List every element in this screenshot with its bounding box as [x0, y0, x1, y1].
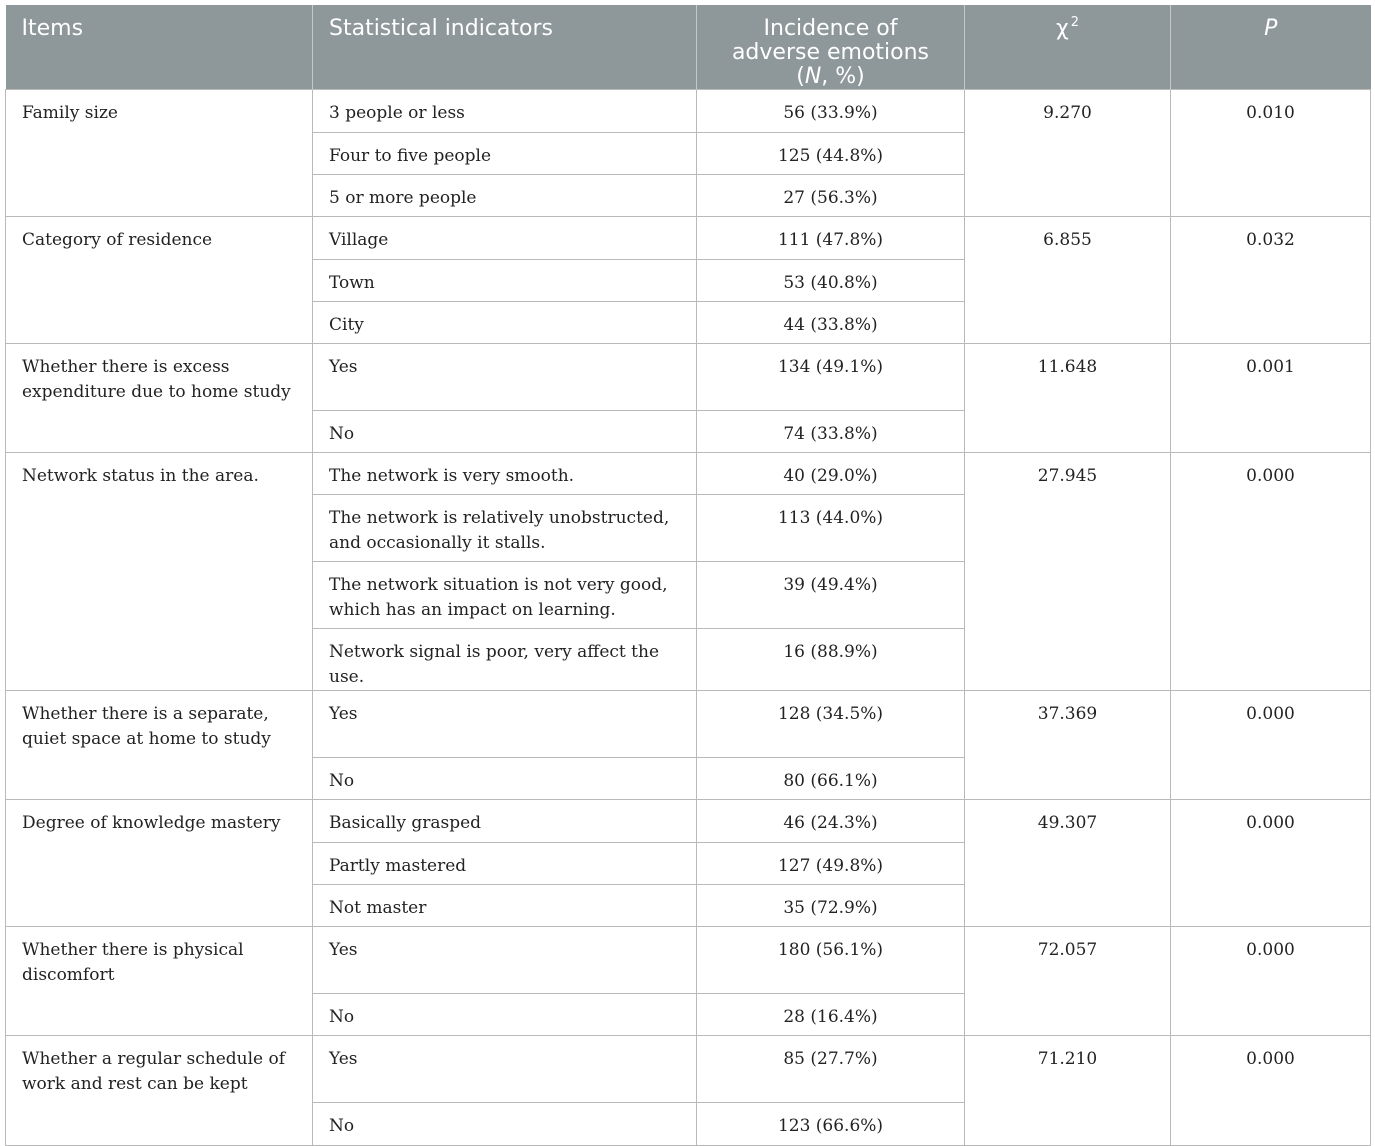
indicator-cell: The network situation is not very good, which has an impact on learning. — [313, 562, 697, 629]
table-row — [6, 344, 1371, 411]
incidence-cell: 35 (72.9%) — [697, 885, 965, 927]
incidence-cell: 134 (49.1%) — [697, 344, 965, 411]
header-incidence — [697, 5, 965, 90]
header-statistical-indicators: Statistical indicators — [313, 5, 697, 90]
indicator-cell: Basically grasped — [313, 800, 697, 843]
item-cell: Whether there is excess expenditure due to home study — [6, 344, 313, 453]
header-chi-superscript: 2 — [1070, 15, 1079, 30]
chi-square-cell: 37.369 — [965, 691, 1171, 800]
header-incidence-paren-rest: , %) — [821, 64, 865, 89]
chi-square-cell: 9.270 — [965, 90, 1171, 217]
item-cell: Category of residence — [6, 217, 313, 344]
p-value-cell: 0.000 — [1171, 691, 1371, 800]
table-row — [6, 453, 1371, 495]
incidence-cell: 44 (33.8%) — [697, 302, 965, 344]
incidence-cell: 128 (34.5%) — [697, 691, 965, 758]
chi-square-cell: 11.648 — [965, 344, 1171, 453]
p-value-cell: 0.000 — [1171, 800, 1371, 927]
indicator-cell: Yes — [313, 1036, 697, 1103]
item-cell: Whether there is a separate, quiet space at home to study — [6, 691, 313, 800]
indicator-cell: City — [313, 302, 697, 344]
item-cell: Whether a regular schedule of work and rest can be kept — [6, 1036, 313, 1146]
incidence-cell: 85 (27.7%) — [697, 1036, 965, 1103]
header-row — [6, 5, 1371, 90]
header-items: Items — [6, 5, 313, 90]
results-table — [5, 5, 1371, 1146]
table-row — [6, 217, 1371, 260]
header-incidence-paren-open: ( — [796, 64, 805, 89]
item-cell: Family size — [6, 90, 313, 217]
table-row — [6, 800, 1371, 843]
incidence-cell: 125 (44.8%) — [697, 133, 965, 175]
indicator-cell: The network is relatively unobstructed, and occasionally it stalls. — [313, 495, 697, 562]
indicator-cell: Yes — [313, 927, 697, 994]
p-value-cell: 0.000 — [1171, 1036, 1371, 1146]
incidence-cell: 74 (33.8%) — [697, 411, 965, 453]
indicator-cell: Network signal is poor, very affect the use. — [313, 629, 697, 691]
p-value-cell: 0.010 — [1171, 90, 1371, 217]
header-incidence-n: N — [804, 64, 822, 89]
table-row — [6, 927, 1371, 994]
incidence-cell: 16 (88.9%) — [697, 629, 965, 691]
indicator-cell: Yes — [313, 344, 697, 411]
incidence-cell: 80 (66.1%) — [697, 758, 965, 800]
header-p-value: P — [1171, 5, 1371, 90]
item-cell: Whether there is physical discomfort — [6, 927, 313, 1036]
incidence-cell: 56 (33.9%) — [697, 90, 965, 133]
indicator-cell: 3 people or less — [313, 90, 697, 133]
table-body — [6, 90, 1371, 1146]
incidence-cell: 28 (16.4%) — [697, 994, 965, 1036]
header-incidence-line2: adverse emotions — [731, 40, 930, 65]
incidence-cell: 39 (49.4%) — [697, 562, 965, 629]
table-row — [6, 691, 1371, 758]
incidence-cell: 27 (56.3%) — [697, 175, 965, 217]
table-row — [6, 1036, 1371, 1103]
indicator-cell: No — [313, 758, 697, 800]
indicator-cell: No — [313, 1103, 697, 1146]
indicator-cell: 5 or more people — [313, 175, 697, 217]
chi-square-cell: 72.057 — [965, 927, 1171, 1036]
chi-square-cell: 6.855 — [965, 217, 1171, 344]
item-cell: Degree of knowledge mastery — [6, 800, 313, 927]
p-value-cell: 0.032 — [1171, 217, 1371, 344]
indicator-cell: Four to five people — [313, 133, 697, 175]
header-chi-square — [965, 5, 1171, 90]
indicator-cell: Village — [313, 217, 697, 260]
incidence-cell: 111 (47.8%) — [697, 217, 965, 260]
incidence-cell: 180 (56.1%) — [697, 927, 965, 994]
incidence-cell: 40 (29.0%) — [697, 453, 965, 495]
header-chi-symbol: χ — [1056, 16, 1069, 41]
indicator-cell: No — [313, 411, 697, 453]
p-value-cell: 0.001 — [1171, 344, 1371, 453]
table-row — [6, 90, 1371, 133]
indicator-cell: No — [313, 994, 697, 1036]
indicator-cell: Not master — [313, 885, 697, 927]
incidence-cell: 53 (40.8%) — [697, 260, 965, 302]
incidence-cell: 113 (44.0%) — [697, 495, 965, 562]
chi-square-cell: 71.210 — [965, 1036, 1171, 1146]
chi-square-cell: 49.307 — [965, 800, 1171, 927]
indicator-cell: The network is very smooth. — [313, 453, 697, 495]
indicator-cell: Partly mastered — [313, 843, 697, 885]
indicator-cell: Town — [313, 260, 697, 302]
item-cell: Network status in the area. — [6, 453, 313, 691]
p-value-cell: 0.000 — [1171, 453, 1371, 691]
header-incidence-line1: Incidence of — [763, 16, 898, 41]
chi-square-cell: 27.945 — [965, 453, 1171, 691]
p-value-cell: 0.000 — [1171, 927, 1371, 1036]
indicator-cell: Yes — [313, 691, 697, 758]
incidence-cell: 127 (49.8%) — [697, 843, 965, 885]
incidence-cell: 123 (66.6%) — [697, 1103, 965, 1146]
incidence-cell: 46 (24.3%) — [697, 800, 965, 843]
